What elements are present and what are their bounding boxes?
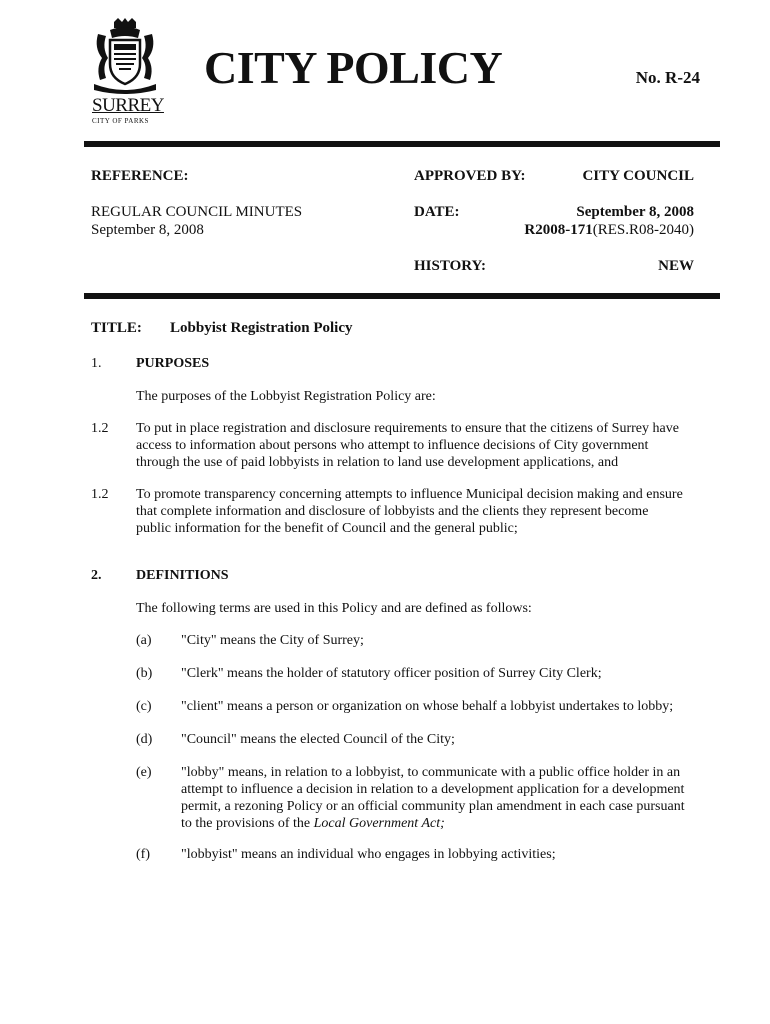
history-value: NEW bbox=[658, 258, 694, 274]
approved-by-label: APPROVED BY: bbox=[414, 168, 526, 184]
resolution-number bbox=[524, 221, 694, 239]
item-line: To promote transparency concerning attempts to influence Municipal decision making and ensure bbox=[136, 487, 683, 502]
date-label: DATE: bbox=[414, 204, 460, 220]
definition-text bbox=[181, 764, 685, 832]
section-2-number: 2. bbox=[91, 568, 102, 583]
section-1-heading: PURPOSES bbox=[136, 356, 210, 371]
item-line: that complete information and disclosure of lobbyists and the clients they represent become bbox=[136, 504, 649, 519]
list-item bbox=[136, 486, 683, 537]
approved-by-value: CITY COUNCIL bbox=[582, 168, 694, 184]
page-title: CITY POLICY bbox=[204, 42, 503, 93]
definition-label: (b) bbox=[136, 666, 153, 681]
reference-label: REFERENCE: bbox=[91, 168, 189, 184]
definition-line: permit, a rezoning Policy or an official community plan amendment in each case pursuant bbox=[181, 799, 685, 814]
definition-line-start: to the provisions of the bbox=[181, 816, 314, 831]
resolution-bold: R2008-171 bbox=[524, 222, 593, 238]
meta-divider bbox=[84, 293, 720, 299]
reference-line-2: September 8, 2008 bbox=[91, 222, 204, 238]
definition-text: "City" means the City of Surrey; bbox=[181, 633, 364, 648]
title-label: TITLE: bbox=[91, 320, 142, 336]
item-line: To put in place registration and disclosure requirements to ensure that the citizens of Surrey have bbox=[136, 421, 679, 436]
resolution-rest: (RES.R08-2040) bbox=[592, 222, 694, 238]
item-line: access to information about persons who attempt to influence decisions of City government bbox=[136, 438, 649, 453]
definition-text: "client" means a person or organization on whose behalf a lobbyist undertakes to lobby; bbox=[181, 699, 674, 714]
reference-line-1: REGULAR COUNCIL MINUTES bbox=[91, 204, 303, 220]
item-line: through the use of paid lobbyists in relation to land use development applications, and bbox=[136, 455, 619, 470]
header-divider bbox=[84, 141, 720, 147]
definition-text: "lobbyist" means an individual who engages in lobbying activities; bbox=[181, 847, 556, 862]
definition-line: attempt to influence a decision in relation to a development application for a development bbox=[181, 782, 685, 797]
section-2-heading: DEFINITIONS bbox=[136, 568, 229, 583]
definition-text: "Clerk" means the holder of statutory officer position of Surrey City Clerk; bbox=[181, 666, 602, 681]
date-value: September 8, 2008 bbox=[576, 204, 694, 220]
definition-text: "Council" means the elected Council of the City; bbox=[181, 732, 455, 747]
list-item bbox=[136, 420, 679, 471]
definition-line bbox=[181, 815, 685, 832]
definition-label: (f) bbox=[136, 847, 150, 862]
history-label: HISTORY: bbox=[414, 258, 487, 274]
policy-title: Lobbyist Registration Policy bbox=[170, 320, 353, 336]
logo-subtitle: CITY OF PARKS bbox=[92, 117, 149, 125]
section-2-intro: The following terms are used in this Policy and are defined as follows: bbox=[136, 601, 532, 616]
section-1-number: 1. bbox=[91, 356, 102, 371]
item-number: 1.2 bbox=[91, 421, 109, 436]
definition-line: "lobby" means, in relation to a lobbyist, to communicate with a public office holder in an bbox=[181, 765, 681, 780]
city-logo bbox=[88, 18, 168, 124]
logo-wordmark: SURREY bbox=[92, 95, 164, 116]
definition-label: (a) bbox=[136, 633, 152, 648]
definition-label: (c) bbox=[136, 699, 152, 714]
city-crest-icon bbox=[92, 18, 158, 94]
section-1-intro: The purposes of the Lobbyist Registration Policy are: bbox=[136, 389, 436, 404]
item-number: 1.2 bbox=[91, 487, 109, 502]
item-line: public information for the benefit of Council and the general public; bbox=[136, 521, 518, 536]
policy-number: No. R-24 bbox=[635, 68, 700, 87]
definition-label: (d) bbox=[136, 732, 153, 747]
definition-label: (e) bbox=[136, 765, 152, 780]
act-name: Local Government Act; bbox=[313, 816, 445, 831]
